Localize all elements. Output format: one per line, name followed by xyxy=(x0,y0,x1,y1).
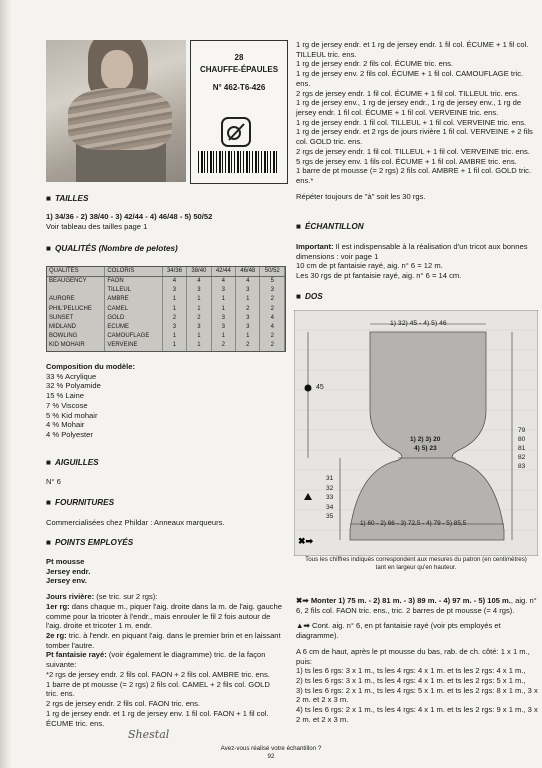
left-height-numbers xyxy=(326,474,333,522)
echantillon-block xyxy=(296,242,538,281)
model-photo xyxy=(46,40,186,182)
table-cell: 3 xyxy=(211,323,235,332)
table-cell: 1 xyxy=(162,296,186,305)
table-cell: BOWLING xyxy=(47,332,105,341)
height-number: 81 xyxy=(518,445,526,452)
table-row xyxy=(47,314,285,323)
composition-list xyxy=(46,372,284,440)
table-cell: 3 xyxy=(236,323,260,332)
table-cell: 2 xyxy=(236,342,260,351)
jours-riviere: Jours rivière: (se tric. sur 2 rgs): xyxy=(46,592,158,602)
table-cell: 1 xyxy=(187,332,211,341)
table-cell: 1 xyxy=(187,305,211,314)
stripe-line: 1 rg de jersey env. 2 fils col. ÉCUME + 1 fil col. CAMOUFLAGE tric. ens. xyxy=(296,69,524,88)
column-header: QUALITES xyxy=(47,267,105,277)
table-cell: TILLEUL xyxy=(105,286,162,295)
table-cell: 3 xyxy=(236,286,260,295)
table-cell: 1 xyxy=(162,342,186,351)
composition-item: 5 % Kid mohair xyxy=(46,410,98,420)
height-number: 35 xyxy=(326,513,334,520)
photo-face xyxy=(101,50,133,90)
table-cell: VERVEINE xyxy=(105,342,162,351)
stripe-line: 5 rgs de jersey env. 1 fils col. ÉCUME + 1 fil col. AMBRE tric. ens. xyxy=(296,156,517,166)
stripe-continuation xyxy=(296,40,538,202)
table-cell: 1 xyxy=(211,296,235,305)
stripe-lines xyxy=(296,40,538,186)
rg2: 2e rg: tric. à l'endr. en piquant l'aig. dans le premier brin et en laissant tomber l'autre. xyxy=(46,631,281,650)
height-number: 31 xyxy=(326,475,334,482)
column-header: 50/52 xyxy=(260,267,285,277)
height-number: 79 xyxy=(518,427,526,434)
table-cell: 1 xyxy=(236,332,260,341)
table-row xyxy=(47,342,285,351)
table-cell: 2 xyxy=(162,314,186,323)
rg1: 1er rg: dans chaque m., piquer l'aig. droite dans la m. de l'aig. gauche comme pour la tricoter à l'endr., mais enrouler le fil 2 fois autour de l'aig. droite et tricoter 1 m. endr. xyxy=(46,601,282,631)
height-number: 82 xyxy=(518,454,526,461)
stripe-line: 1 rg de jersey env., 1 rg de jersey endr., 1 rg de jersey env., 1 rg de jersey endr. 1 fil col. ÉCUME + 1 fil col. VERVEINE tric. ens. xyxy=(296,98,522,118)
column-header: 42/44 xyxy=(211,267,235,277)
tailles-text xyxy=(46,212,284,231)
table-row xyxy=(47,286,285,295)
diagram-caption: Tous les chiffres indiqués correspondent aux mesures du patron (en centimètres) tant en largeur qu'en hauteur. xyxy=(305,556,527,571)
circle-marker-icon xyxy=(305,385,312,392)
composition-item: 4 % Polyester xyxy=(46,430,93,440)
height-number: 80 xyxy=(518,436,526,443)
table-cell xyxy=(47,286,105,295)
qualites-heading: ■ QUALITÉS (Nombre de pelotes) xyxy=(46,244,178,253)
points-heading: ■ POINTS EMPLOYÉS xyxy=(46,538,134,547)
instr-rab: A 6 cm de haut, après le pt mousse du bas, rab. de ch. côté: 1 x 1 m., puis: xyxy=(296,646,530,666)
table-row xyxy=(47,332,285,341)
table-row xyxy=(47,296,285,305)
back-pattern-diagram xyxy=(294,310,538,556)
composition-heading: Composition du modèle: xyxy=(46,362,136,371)
left-45: 45 xyxy=(316,384,324,391)
waist-dim-1: 1) 2) 3) 20 xyxy=(410,436,441,443)
yarn-table xyxy=(47,267,285,351)
table-cell: MIDLAND xyxy=(47,323,105,332)
instr-size: 1) ts les 6 rgs: 3 x 1 m., ts les 4 rgs: 4 x 1 m. et ts les 2 rgs: 4 x 1 m., xyxy=(296,666,526,676)
dos-heading: ■ DOS xyxy=(296,292,323,301)
stripe-line: 1 barre de pt mousse (= 2 rgs) 2 fils col. AMBRE + 1 fil col. GOLD tric. ens.* xyxy=(296,166,532,186)
stripe-line: 1 barre de pt mousse (= 2 rgs) 2 fils col. CAMEL + 2 fils col. GOLD tric. ens. xyxy=(46,679,270,699)
table-header-row xyxy=(47,267,285,277)
table-cell: 2 xyxy=(236,305,260,314)
table-cell: 4 xyxy=(162,277,186,287)
waist-dim-2: 4) 5) 23 xyxy=(414,445,437,452)
table-cell: 4 xyxy=(211,277,235,287)
footer xyxy=(0,745,542,761)
instr-cont: ▲➡ Cont. aig. n° 6, en pt fantaisie rayé (voir pts employés et diagramme). xyxy=(296,621,501,641)
table-cell: FAON xyxy=(105,277,162,287)
top-dimension: 1) 32) 45 - 4) 5) 46 xyxy=(390,320,447,327)
point-item: Jersey env. xyxy=(46,576,87,586)
right-height-numbers xyxy=(518,426,525,471)
table-cell: 1 xyxy=(162,305,186,314)
bottom-dimension: 1) 60 - 2) 66 - 3) 72,5 - 4) 79 - 5) 85,5 xyxy=(360,520,467,527)
pt-fantaisie: Pt fantaisie rayé: (voir également le diagramme) tric. de la façon suivante: xyxy=(46,650,266,670)
table-cell: 3 xyxy=(187,286,211,295)
instructions-block xyxy=(296,596,538,725)
column-header: 34/36 xyxy=(162,267,186,277)
stripe-line: 1 rg de jersey endr. et 1 rg de jersey env. 1 fil col. FAON + 1 fil col. ÉCUME tric. ens. xyxy=(46,708,269,728)
tailles-heading: ■ TAILLES xyxy=(46,194,89,203)
echantillon-heading: ■ ÉCHANTILLON xyxy=(296,222,364,231)
instr-size: 3) ts les 6 rgs: 2 x 1 m., ts les 4 rgs: 5 x 1 m. et ts les 2 rgs: 8 x 1 m., 3 x 2 m. et 2 x 3 m. xyxy=(296,685,538,705)
stripe-line: 1 rg de jersey endr. et 2 rgs de jours rivière 1 fil col. VERVEINE + 2 fils col. GOLD tric. ens. xyxy=(296,127,533,147)
table-cell: 3 xyxy=(162,323,186,332)
instr-monter: ✖➡ Monter 1) 75 m. - 2) 81 m. - 3) 89 m. - 4) 97 m. - 5) 105 m., aig. n° 6, 2 fils col. FAON tric. ens., tric. 2 barres de pt mousse (= 4 rgs). xyxy=(296,596,537,615)
echantillon-important: Important: Il est indispensable à la réalisation d'un tricot aux bonnes dimensions : voir page 1 xyxy=(296,242,528,261)
composition-item: 4 % Mohair xyxy=(46,420,85,430)
table-cell: 2 xyxy=(260,296,285,305)
tailles-note: Voir tableau des tailles page 1 xyxy=(46,221,148,231)
table-cell: 1 xyxy=(211,305,235,314)
table-cell: CAMEL xyxy=(105,305,162,314)
pattern-id-box xyxy=(190,40,288,184)
page-number: 92 xyxy=(267,752,275,760)
table-cell: KID MOHAIR xyxy=(47,342,105,351)
table-cell: 4 xyxy=(236,277,260,287)
table-cell: ECUME xyxy=(105,323,162,332)
repeat-note: Répéter toujours de "à" soit les 30 rgs. xyxy=(296,191,426,201)
table-cell: BEAUGENCY xyxy=(47,277,105,287)
pattern-number: 28 xyxy=(234,53,244,62)
table-cell: 4 xyxy=(260,323,285,332)
aiguilles-heading: ■ AIGUILLES xyxy=(46,458,99,467)
table-cell: SUNSET xyxy=(47,314,105,323)
table-cell: 4 xyxy=(260,314,285,323)
table-cell: 3 xyxy=(187,323,211,332)
column-header: 38/40 xyxy=(187,267,211,277)
points-block xyxy=(46,557,284,728)
barcode-icon xyxy=(198,151,278,173)
table-cell: 1 xyxy=(162,332,186,341)
table-cell: GOLD xyxy=(105,314,162,323)
table-cell: 2 xyxy=(260,305,285,314)
point-item: Pt mousse xyxy=(46,557,85,566)
height-number: 32 xyxy=(326,484,334,492)
height-number: 83 xyxy=(518,463,526,470)
table-cell: 2 xyxy=(211,342,235,351)
table-cell: AMBRE xyxy=(105,296,162,305)
fournitures-text: Commercialisées chez Phildar : Anneaux marqueurs. xyxy=(46,518,225,527)
table-cell: 3 xyxy=(162,286,186,295)
tailles-line: 1) 34/36 - 2) 38/40 - 3) 42/44 - 4) 46/48 - 5) 50/52 xyxy=(46,212,213,221)
instr-size: 2) ts les 6 rgs: 3 x 1 m., ts les 4 rgs: 4 x 1 m. et ts les 2 rgs: 5 x 1 m., xyxy=(296,676,526,686)
composition-item: 33 % Acrylique xyxy=(46,371,97,381)
page-binding xyxy=(0,0,12,768)
composition-item: 7 % Viscose xyxy=(46,400,88,410)
table-cell: 3 xyxy=(260,286,285,295)
difficulty-logo-icon xyxy=(221,117,251,147)
echantillon-line: Les 30 rgs de pt fantaisie rayé, aig. n° 6 = 14 cm. xyxy=(296,271,462,281)
instr-size: 4) ts les 6 rgs: 2 x 1 m., ts les 4 rgs: 4 x 1 m. et ts les 2 rgs: 9 x 1 m., 3 x 2 m. et 2 x 3 m. xyxy=(296,705,538,724)
table-cell: 5 xyxy=(260,277,285,287)
table-row xyxy=(47,277,285,287)
table-cell: 1 xyxy=(211,332,235,341)
table-cell: 2 xyxy=(187,314,211,323)
table-cell: 1 xyxy=(187,342,211,351)
table-cell: PHIL'PELUCHE xyxy=(47,305,105,314)
table-cell: 2 xyxy=(260,332,285,341)
aiguilles-text: N° 6 xyxy=(46,477,61,486)
stripe-line: 2 rgs de jersey endr. 1 fil col. TILLEUL + 1 fil col. VERVEINE tric. ens. xyxy=(296,146,530,156)
table-cell: 4 xyxy=(187,277,211,287)
stripe-line: 1 rg de jersey endr. 1 fil col. TILLEUL + 1 fil col. VERVEINE tric. ens. xyxy=(296,117,527,127)
table-cell: 3 xyxy=(236,314,260,323)
pattern-ref: N° 462-T6-426 xyxy=(212,83,266,93)
composition-item: 32 % Polyamide xyxy=(46,381,101,391)
table-row xyxy=(47,305,285,314)
height-number: 34 xyxy=(326,503,334,511)
footer-question: Avez-vous réalisé votre échantillon ? xyxy=(220,745,322,752)
composition-block xyxy=(46,362,284,440)
table-cell: 2 xyxy=(260,342,285,351)
table-cell: AURORE xyxy=(47,296,105,305)
table-row xyxy=(47,323,285,332)
point-item: Jersey endr. xyxy=(46,566,91,576)
fournitures-heading: ■ FOURNITURES xyxy=(46,498,115,507)
table-cell: 1 xyxy=(187,296,211,305)
table-cell: 1 xyxy=(236,296,260,305)
stripe-line: 2 rgs de jersey endr. 2 fils col. FAON tric. ens. xyxy=(46,699,201,709)
column-header: COLORIS xyxy=(105,267,162,277)
table-cell: 3 xyxy=(211,314,235,323)
table-cell: 3 xyxy=(211,286,235,295)
column-header: 46/48 xyxy=(236,267,260,277)
photo-shawl xyxy=(68,88,172,150)
signature: Shestal xyxy=(128,728,170,741)
stripe-line: 1 rg de jersey endr. 2 fils col. ÉCUME tric. ens. xyxy=(296,59,453,69)
stripe-line: *2 rgs de jersey endr. 2 fils col. FAON + 2 fils col. AMBRE tric. ens. xyxy=(46,669,270,679)
stripe-line: 1 rg de jersey endr. et 1 rg de jersey endr. 1 fil col. ÉCUME + 1 fil col. TILLEUL tric. ens. xyxy=(296,40,529,59)
composition-item: 15 % Laine xyxy=(46,391,84,401)
echantillon-line: 10 cm de pt fantaisie rayé, aig. n° 6 = 12 m. xyxy=(296,261,443,271)
stripe-line: 2 rgs de jersey endr. 1 fil col. ÉCUME + 1 fil col. TILLEUL tric. ens. xyxy=(296,88,520,98)
height-number: 33 xyxy=(326,494,334,501)
qualites-table xyxy=(46,266,286,352)
cross-marker-icon: ✖➡ xyxy=(298,536,314,546)
table-cell: CAMOUFLAGE xyxy=(105,332,162,341)
pattern-title: CHAUFFE-ÉPAULES xyxy=(199,65,279,75)
